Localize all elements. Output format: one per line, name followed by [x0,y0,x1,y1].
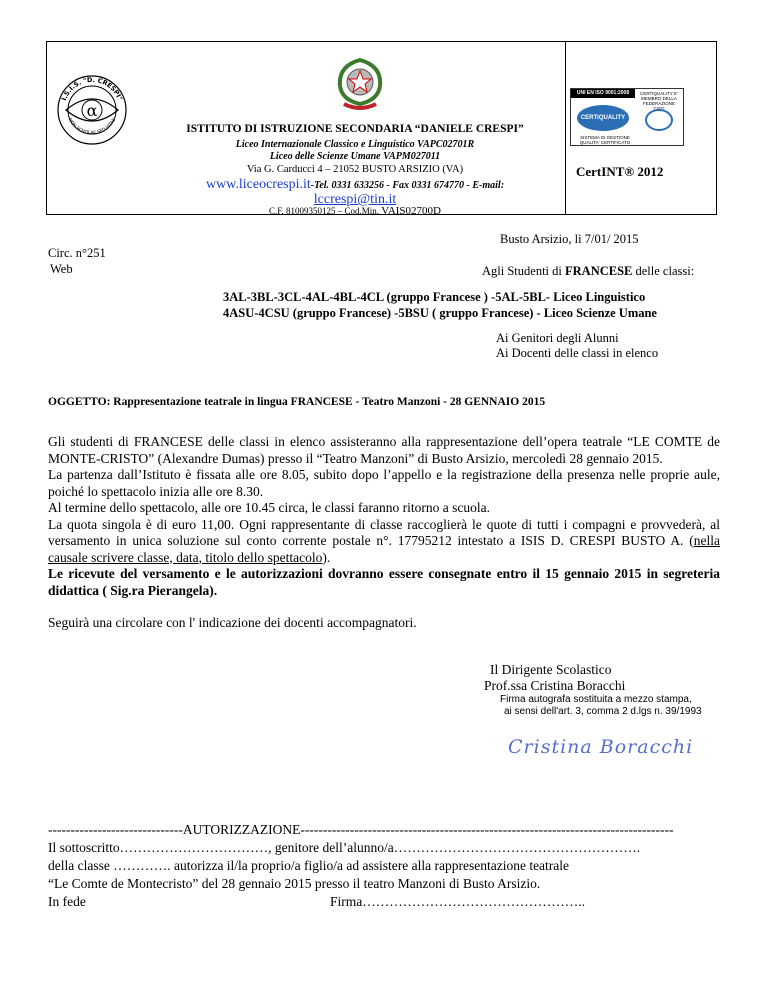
cisq-icon [645,109,673,131]
circ-number: Circ. n°251 [48,246,106,260]
classes-line-1: 3AL-3BL-3CL-4AL-4BL-4CL (gruppo Francese ) -5AL-5BL- Liceo Linguistico [223,290,646,304]
logo-motto: NON SCHOLAE SED VITAE [66,117,118,137]
institute-name: ISTITUTO DI ISTRUZIONE SECONDARIA “DANIELE CRESPI” [186,123,524,135]
iso-label: UNI EN ISO 9001:2008 [571,89,635,98]
paragraph-2: La partenza dall’Istituto è fissata alle ore 8.05, subito dopo l’appello e la registrazione della presenza nelle proprie aule, poiché lo spettacolo inizia alle ore 8.30. [48,467,720,499]
signature-name: Prof.ssa Cristina Boracchi [484,678,626,693]
paragraph-1: Gli studenti di FRANCESE delle classi in elenco assisteranno alla rappresentazione dell’opera teatrale “LE COMTE de MONTE-CRISTO” (Alexandre Dumas) presso il “Teatro Manzoni” di Busto Arsizio, mercoledì 28 gennaio 2015. [48,434,720,466]
authorization-heading: ------------------------------AUTORIZZAZIONE----------------------------------------------------------------------------------- [48,822,674,837]
liceo-line-2: Liceo delle Scienze Umane VAPM027011 [269,151,441,162]
authorization-line-3: “Le Comte de Montecristo” del 28 gennaio 2015 presso il teatro Manzoni di Busto Arsizio. [48,876,541,891]
email-link[interactable]: lccrespi@tin.it [313,192,397,207]
signature-note-1: Firma autografa sostituita a mezzo stampa, [500,694,692,705]
date-line: Busto Arsizio, lì 7/01/ 2015 [500,232,639,246]
cert-label: CertINT® 2012 [576,164,664,179]
subject-line: OGGETTO: Rappresentazione teatrale in lingua FRANCESE - Teatro Manzoni - 28 GENNAIO 2015 [48,396,546,408]
svg-text:I.S.I.S. "D. CRESPI" [60,76,124,102]
website-link[interactable]: www.liceocrespi.it [205,177,311,192]
school-address: Via G. Carducci 4 – 21052 BUSTO ARSIZIO (VA) [246,164,464,175]
recipients-teachers: Ai Docenti delle classi in elenco [496,346,659,360]
authorization-line-1: Il sottoscritto……………………………, genitore dell’alunno/a………………………………………………. [48,840,641,855]
certiquality-badge: CERTIQUALITY [577,105,629,131]
certification-logo [570,88,684,146]
paragraph-6: Seguirà una circolare con l' indicazione dei docenti accompagnatori. [48,615,417,630]
school-logo [56,74,128,146]
paragraph-5: Le ricevute del versamento e le autorizzazioni dovranno essere consegnate entro il 15 gennaio 2015 in segreteria didattica ( Sig.ra Pierangela). [48,566,720,598]
logo-text: I.S.I.S. "D. CRESPI" [59,75,125,102]
in-fede: In fede [48,894,86,909]
firma-line: Firma………………………………………….. [330,894,585,909]
cisq-note: CERTIQUALITY E' MEMBRO DELLA FEDERAZIONE CISQ [640,91,678,111]
cod-min: VAIS02700D [381,205,441,217]
paragraph-4: La quota singola è di euro 11,00. Ogni rappresentante di classe raccoglierà le quote di tutti i compagni e provvederà, al versamento in unica soluzione sul conto corrente postale n°. 17795212 intestato a ISIS D. CRESPI BUSTO A. (nella causale scrivere classe, data, titolo dello spettacolo). [48,516,720,565]
classes-line-2: 4ASU-4CSU (gruppo Francese) -5BSU ( gruppo Francese) - Liceo Scienze Umane [223,306,657,320]
cf-prefix: C.F. 81009350125 – Cod.Min. [269,206,380,216]
republic-emblem [334,56,386,114]
signature-title: Il Dirigente Scolastico [490,662,612,677]
signature-note-2: ai sensi dell'art. 3, comma 2 d.lgs n. 39/1993 [504,706,702,717]
contacts-line: -Tel. 0331 633256 - Fax 0331 674770 - E-mail: [310,180,505,191]
recipients-parents: Ai Genitori degli Alunni [496,331,619,345]
liceo-line-1: Liceo Internazionale Classico e Linguistico VAPC02701R [235,139,475,150]
recipients-line: Agli Studenti di FRANCESE delle classi: [482,264,695,278]
authorization-line-2: della classe …………. autorizza il/la proprio/a figlio/a ad assistere alla rappresentazione teatrale [48,858,570,873]
handwritten-signature: Cristina Boracchi [508,736,694,758]
circ-channel: Web [50,262,73,276]
svg-text:α: α [86,101,98,120]
body-text [48,434,720,632]
paragraph-3: Al termine dello spettacolo, alle ore 10.45 circa, le classi faranno ritorno a scuola. [48,500,490,515]
quality-system-note: SISTEMA DI GESTIONE QUALITA' CERTIFICATO [579,135,631,145]
